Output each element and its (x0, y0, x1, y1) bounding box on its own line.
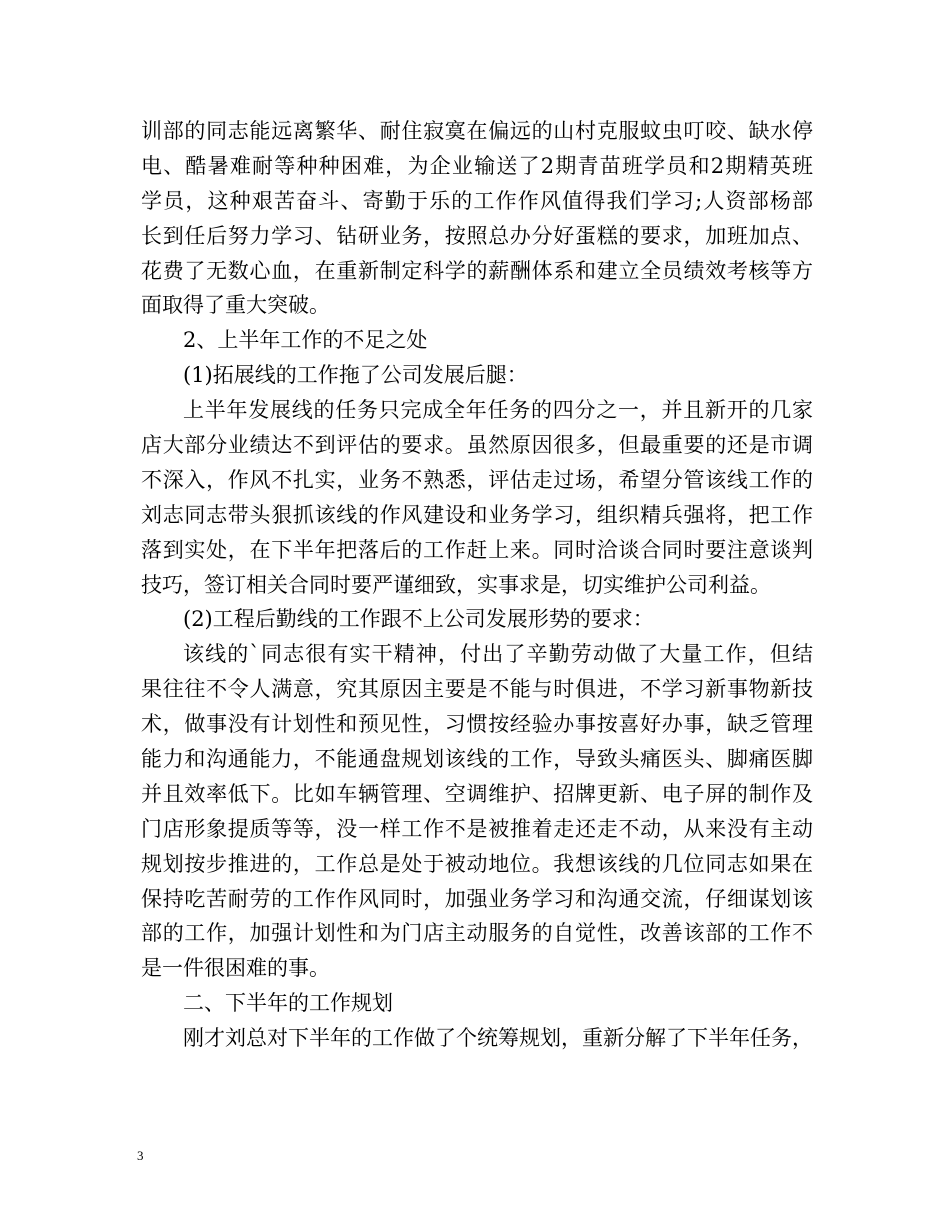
text-line: 技巧，签订相关合同时要严谨细致，实事求是，切实维护公司利益。 (141, 572, 771, 597)
text-line: 并且效率低下。比如车辆管理、空调维护、招牌更新、电子屏的制作及 (141, 781, 813, 806)
text-line: 不深入，作风不扎实，业务不熟悉，评估走过场，希望分管该线工作的 (141, 467, 813, 492)
text-line: 电、酷暑难耐等种种困难，为企业输送了2期青苗班学员和2期精英班 (141, 153, 813, 178)
text-line: 2、上半年工作的不足之处 (183, 328, 428, 353)
text-line: 该线的`同志很有实干精神，付出了辛勤劳动做了大量工作，但结 (183, 642, 813, 667)
text-line: 落到实处，在下半年把落后的工作赶上来。同时洽谈合同时要注意谈判 (141, 537, 813, 562)
text-line: 花费了无数心血，在重新制定科学的薪酬体系和建立全员绩效考核等方 (141, 258, 813, 283)
text-line: 训部的同志能远离繁华、耐住寂寞在偏远的山村克服蚊虫叮咬、缺水停 (141, 119, 813, 143)
text-line: 面取得了重大突破。 (141, 293, 330, 318)
text-line: 术，做事没有计划性和预见性，习惯按经验办事按喜好办事，缺乏管理 (141, 712, 813, 737)
text-line: 学员，这种艰苦奋斗、寄勤于乐的工作作风值得我们学习;人资部杨部 (141, 188, 813, 213)
text-line: 是一件很困难的事。 (141, 956, 330, 981)
text-line: (1)拓展线的工作拖了公司发展后腿： (183, 363, 528, 388)
text-line: 长到任后努力学习、钻研业务，按照总办分好蛋糕的要求，加班加点、 (141, 223, 813, 248)
text-line: 门店形象提质等等，没一样工作不是被推着走还走不动，从来没有主动 (141, 816, 813, 841)
text-line: 部的工作，加强计划性和为门店主动服务的自觉性，改善该部的工作不 (141, 921, 813, 946)
text-line: 保持吃苦耐劳的工作作风同时，加强业务学习和沟通交流，仔细谋划该 (141, 886, 813, 911)
text-line: 店大部分业绩达不到评估的要求。虽然原因很多，但最重要的还是市调 (141, 433, 813, 458)
text-line: 刘志同志带头狠抓该线的作风建设和业务学习，组织精兵强将，把工作 (141, 502, 813, 527)
text-line: 上半年发展线的任务只完成全年任务的四分之一，并且新开的几家 (183, 398, 813, 423)
text-line: 能力和沟通能力，不能通盘规划该线的工作，导致头痛医头、脚痛医脚 (141, 747, 813, 772)
page-number: 3 (137, 1148, 144, 1163)
text-line: (2)工程后勤线的工作跟不上公司发展形势的要求： (183, 607, 654, 632)
text-line: 果往往不令人满意，究其原因主要是不能与时俱进，不学习新事物新技 (141, 677, 813, 702)
body-text (141, 114, 813, 1056)
text-line: 刚才刘总对下半年的工作做了个统筹规划，重新分解了下半年任务， (183, 1026, 813, 1051)
text-line: 规划按步推进的，工作总是处于被动地位。我想该线的几位同志如果在 (141, 851, 813, 876)
text-line: 二、下半年的工作规划 (183, 991, 393, 1016)
